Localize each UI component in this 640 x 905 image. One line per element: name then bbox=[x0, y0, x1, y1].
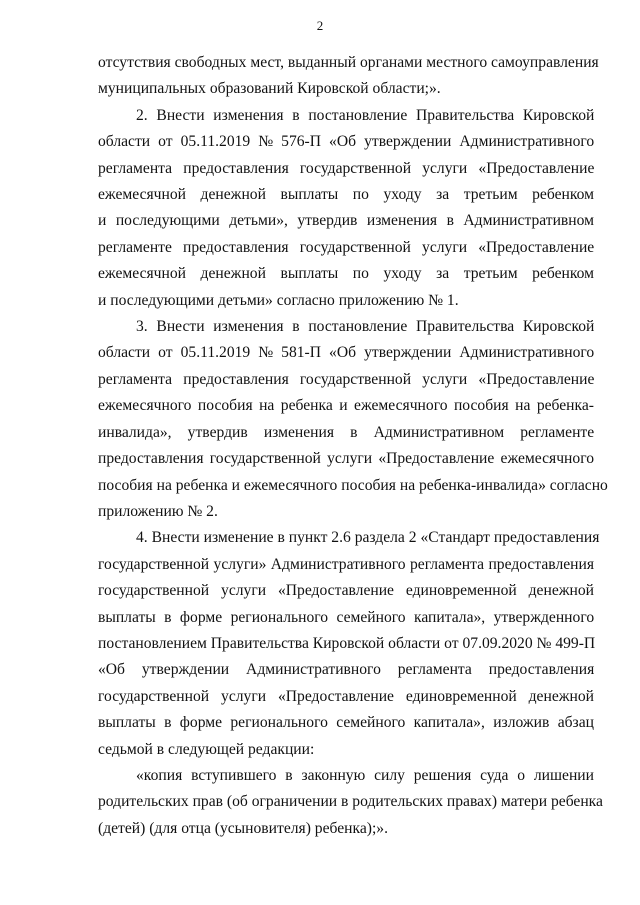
text-line: предоставления государственной услуги «Предоставление ежемесячного bbox=[98, 450, 594, 468]
text-line: области от 05.11.2019 № 581-П «Об утверждении Административного bbox=[98, 344, 595, 362]
text-line: 4. Внести изменение в пункт 2.6 раздела 2 «Стандарт предоставления bbox=[136, 529, 600, 547]
text-line: пособия на ребенка и ежемесячного пособия на ребенка-инвалида» согласно bbox=[98, 476, 608, 494]
text-line: регламента предоставления государственной услуги «Предоставление bbox=[98, 370, 595, 388]
text-line: и последующими детьми» согласно приложению № 1. bbox=[98, 291, 459, 309]
text-line: приложению № 2. bbox=[98, 502, 218, 520]
paragraph-item-3 bbox=[98, 314, 608, 525]
text-line: (детей) (для отца (усыновителя) ребенка);». bbox=[98, 819, 388, 837]
text-line: выплаты в форме регионального семейного капитала», утвержденного bbox=[98, 608, 595, 626]
document-body bbox=[98, 50, 608, 842]
text-line: регламента предоставления государственной услуги «Предоставление bbox=[98, 159, 595, 177]
text-line: 2. Внести изменения в постановление Правительства Кировской bbox=[136, 106, 595, 124]
text-line: государственной услуги» Административного регламента предоставления bbox=[98, 555, 595, 573]
text-line: ежемесячного пособия на ребенка и ежемесячного пособия на ребенка- bbox=[98, 397, 594, 415]
text-line: «копия вступившего в законную силу решения суда о лишении bbox=[136, 766, 594, 784]
paragraph-item-4 bbox=[98, 525, 600, 763]
text-line: «Об утверждении Административного регламента предоставления bbox=[98, 661, 595, 679]
text-line: 3. Внести изменения в постановление Правительства Кировской bbox=[136, 318, 595, 336]
paragraph-item-2 bbox=[98, 103, 594, 314]
text-line: выплаты в форме регионального семейного капитала», изложив абзац bbox=[98, 714, 594, 732]
text-line: постановлением Правительства Кировской области от 07.09.2020 № 499-П bbox=[98, 634, 596, 652]
text-line: государственной услуги «Предоставление единовременной денежной bbox=[98, 582, 594, 600]
text-line: родительских прав (об ограничении в родительских правах) матери ребенка bbox=[98, 793, 603, 811]
text-line: государственной услуги «Предоставление единовременной денежной bbox=[98, 687, 594, 705]
text-line: седьмой в следующей редакции: bbox=[98, 740, 315, 758]
text-line: инвалида», утвердив изменения в Административном регламенте bbox=[98, 423, 595, 441]
text-line: и последующими детьми», утвердив изменения в Административном bbox=[98, 212, 594, 230]
text-line: отсутствия свободных мест, выданный органами местного самоуправления bbox=[98, 54, 599, 71]
text-line: ежемесячной денежной выплаты по уходу за третьим ребенком bbox=[98, 186, 594, 204]
text-line: регламенте предоставления государственной услуги «Предоставление bbox=[98, 238, 595, 256]
text-line: области от 05.11.2019 № 576-П «Об утверждении Административного bbox=[98, 133, 595, 151]
paragraph-continuation bbox=[98, 50, 599, 103]
text-line: муниципальных образований Кировской области;». bbox=[98, 80, 441, 98]
paragraph-quote bbox=[98, 763, 603, 842]
text-line: ежемесячной денежной выплаты по уходу за третьим ребенком bbox=[98, 265, 594, 283]
page-number: 2 bbox=[316, 18, 324, 33]
